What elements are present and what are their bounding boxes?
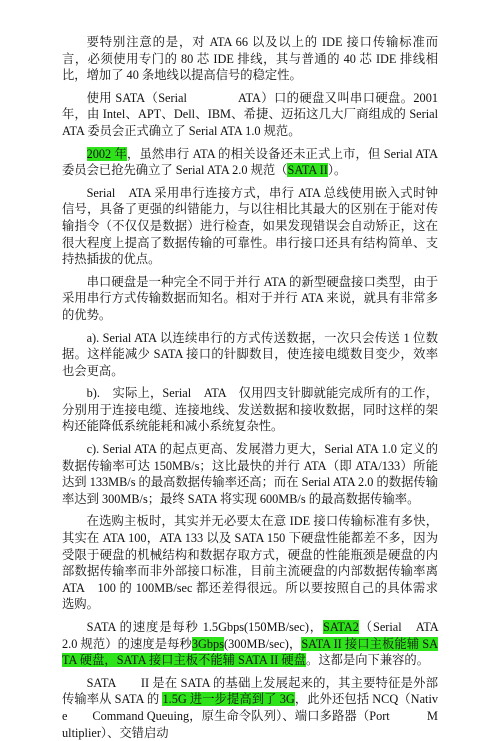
paragraph xyxy=(62,441,438,507)
paragraph-text: 要特别注意的是，对 ATA 66 以及以上的 IDE 接口传输标准而言，必须使用专门的 80 芯 IDE 排线，其与普通的 40 芯 IDE 排线相比，增加了 40 条地线以提高信号的稳定性。 xyxy=(62,35,438,83)
paragraph xyxy=(62,34,438,84)
paragraph xyxy=(62,385,438,435)
highlighted-text: SATA II xyxy=(287,163,328,178)
paragraph-text: ，此外还包括 NCQ（Native Command Queuing，原生命令队列）、端口多路器（Port Multiplier）、交错启动 xyxy=(62,692,439,740)
paragraph-text: c). Serial ATA 的起点更高、发展潜力更大，Serial ATA 1.0 定义的数据传输率可达 150MB/s；这比最快的并行 ATA（即 ATA/133）所能达到 133MB/s 的最高数据传输率还高；而在 Serial ATA 2.0 的数据传输率达到 300MB/s；最终 SATA 将实现 600MB/s 的最高数据传输率。 xyxy=(62,442,438,506)
highlighted-text: 2002 年 xyxy=(86,146,127,161)
highlighted-text: SATA II 接口主板能辅 SATA 硬盘，SATA 接口主板不能辅 SATA II 硬盘 xyxy=(62,636,439,668)
paragraph-text: b). 实际上，Serial ATA 仅用四支针脚就能完成所有的工作，分别用于连接电缆、连接地线、发送数据和接收数据，同时这样的架构还能降低系统能耗和减小系统复杂性。 xyxy=(62,386,438,434)
paragraph-text: ）。 xyxy=(327,163,347,178)
paragraph xyxy=(62,675,438,741)
highlighted-text: SATA2 xyxy=(323,620,359,634)
paragraph-text: Serial ATA 采用串行连接方式，串行 ATA 总线使用嵌入式时钟信号，具备了更强的纠错能力，与以往相比其最大的区别在于能对传输指令（不仅仅是数据）进行检查，如果发现错误会自动矫正，这在很大程度上提高了数据传输的可靠性。串行接口还具有结构简单、支持热插拔的优点。 xyxy=(62,185,438,267)
paragraph-text: a). Serial ATA 以连续串行的方式传送数据，一次只会传送 1 位数据。这样能减少 SATA 接口的针脚数目，使连接电缆数目变少，效率也会更高。 xyxy=(62,330,438,378)
paragraph xyxy=(62,513,438,613)
paragraph-text: 。这都是向下兼容的。 xyxy=(306,653,430,668)
paragraph-text: SATA II 是在 SATA 的基础上发展起来的，其主要特征是外部传输率从 SATA 的 xyxy=(62,675,438,707)
paragraph xyxy=(62,185,438,268)
paragraph-text: （Serial ATA 2.0 规范）的速度是每秒 xyxy=(62,620,451,651)
paragraph xyxy=(62,90,451,140)
paragraph xyxy=(62,146,438,179)
paragraph-text: (300MB/sec)， xyxy=(224,636,302,651)
paragraph xyxy=(62,330,438,380)
paragraph-text: ，虽然串行 ATA 的相关设备还未正式上市，但 Serial ATA 委员会已抢先确立了 Serial ATA 2.0 规范（ xyxy=(62,146,438,178)
paragraph-text: 串口硬盘是一种完全不同于并行 ATA 的新型硬盘接口类型，由于采用串行方式传输数据而知名。相对于并行 ATA 来说，就具有非常多的优势。 xyxy=(62,274,438,322)
paragraph-text: SATA 的速度是每秒 1.5Gbps(150MB/sec)， xyxy=(86,620,323,634)
paragraph xyxy=(62,619,451,669)
paragraph xyxy=(62,274,438,324)
paragraph-text: 在选购主板时，其实并无必要太在意 IDE 接口传输标准有多快，其实在 ATA 100，ATA 133 以及 SATA 150 下硬盘性能都差不多，因为受限于硬盘的机械结构和数据存取方式，硬盘的性能瓶颈是硬盘的内部数据传输率而非外部接口标准，目前主流硬盘的内部数据传输率离 ATA 100 的 100MB/sec 都还差得很远。所以要按照自己的具体需求选购。 xyxy=(62,514,438,612)
highlighted-text: 3Gbps xyxy=(191,636,224,651)
highlighted-text: 1.5G 进一步提高到了 3G xyxy=(162,692,295,707)
paragraph-text: 使用 SATA（Serial ATA）口的硬盘又叫串口硬盘。2001 年，由 Intel、APT、Dell、IBM、希捷、迈拓这几大厂商组成的 Serial ATA 委员会正式确立了 Serial ATA 1.0 规范。 xyxy=(62,90,451,138)
